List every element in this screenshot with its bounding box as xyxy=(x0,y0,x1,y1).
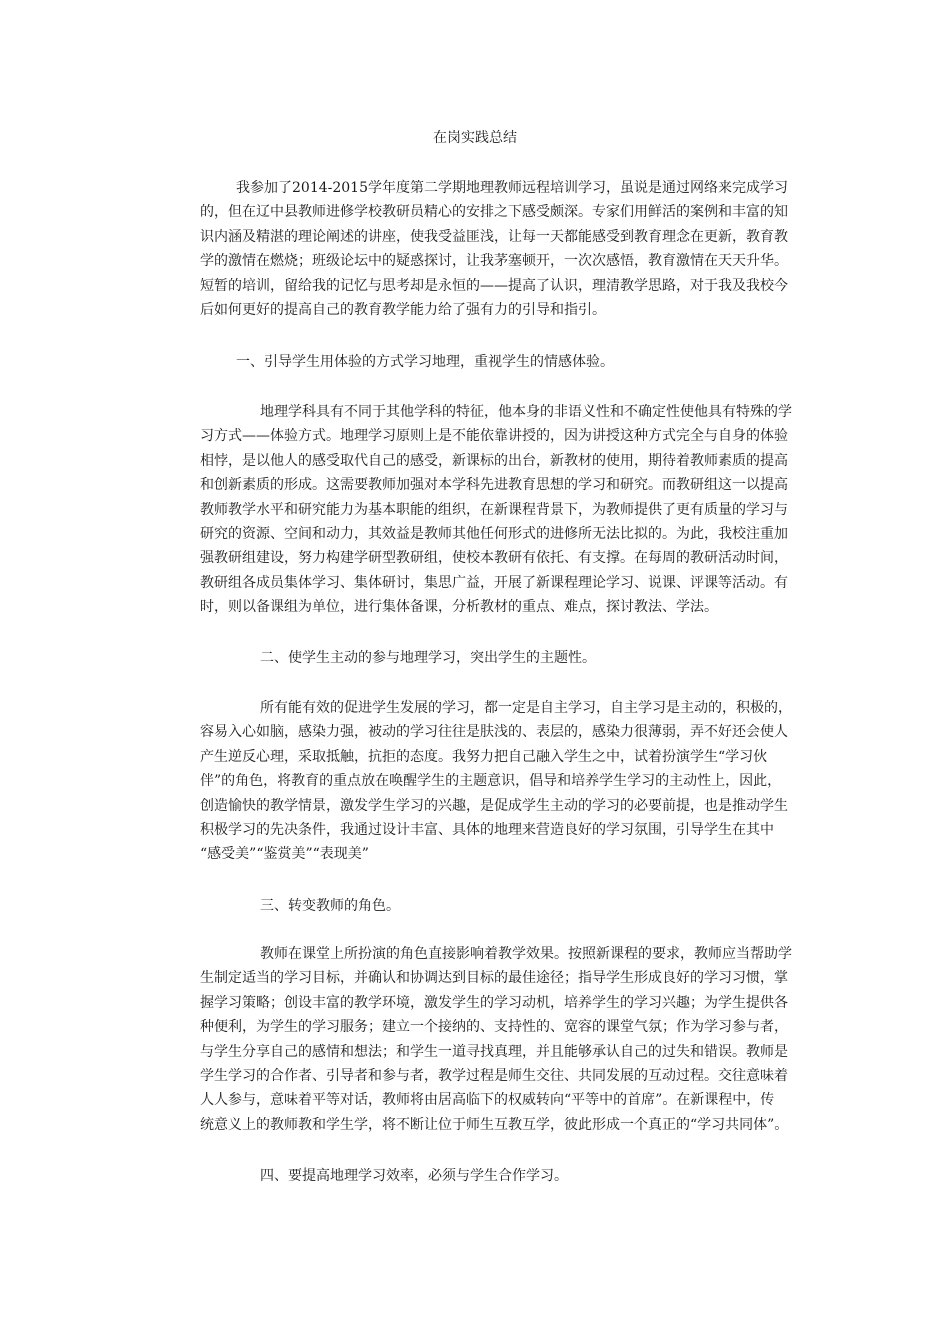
paragraph-line: 所有能有效的促进学生发展的学习，都一定是自主学习，自主学习是主动的，积极的， xyxy=(260,700,792,716)
section-1-heading: 一、引导学生用体验的方式学习地理，重视学生的情感体验。 xyxy=(236,354,614,370)
paragraph-line: 强教研组建设，努力构建学研型教研组，使校本教研有依托、有支撑。在每周的教研活动时间， xyxy=(200,550,788,567)
paragraph-line: 习方式——体验方式。地理学习原则上是不能依靠讲授的，因为讲授这种方式完全与自身的体验 xyxy=(200,428,788,445)
paragraph-line: 后如何更好的提高自己的教育教学能力给了强有力的引导和指引。 xyxy=(200,301,606,318)
paragraph-line: 握学习策略；创设丰富的教学环境，激发学生的学习动机，培养学生的学习兴趣；为学生提供各 xyxy=(200,994,788,1011)
paragraph-line: “感受美”“鉴赏美”“表现美” xyxy=(200,846,369,863)
paragraph-line: 的，但在辽中县教师进修学校教研员精心的安排之下感受颇深。专家们用鲜活的案例和丰富的知 xyxy=(200,204,788,221)
paragraph-line: 和创新素质的形成。这需要教师加强对本学科先进教育思想的学习和研究。而教研组这一以提高 xyxy=(200,477,788,494)
paragraph-line: 教师在课堂上所扮演的角色直接影响着教学效果。按照新课程的要求，教师应当帮助学 xyxy=(260,946,792,962)
intro-paragraph xyxy=(200,176,818,322)
section-4-heading: 四、要提高地理学习效率，必须与学生合作学习。 xyxy=(260,1168,568,1184)
paragraph-line: 人人参与，意味着平等对话，教师将由居高临下的权威转向“平等中的首席”。在新课程中，传 xyxy=(200,1092,775,1109)
section-1-paragraph xyxy=(200,400,818,620)
paragraph-line: 学生学习的合作者、引导者和参与者，教学过程是师生交往、共同发展的互动过程。交往意味着 xyxy=(200,1067,788,1084)
paragraph-line: 产生逆反心理，采取抵触，抗拒的态度。我努力把自己融入学生之中，试着扮演学生“学习伙 xyxy=(200,748,768,765)
section-3-heading: 三、转变教师的角色。 xyxy=(260,898,400,914)
section-2-paragraph xyxy=(200,696,818,867)
paragraph-line: 教研组各成员集体学习、集体研讨，集思广益，开展了新课程理论学习、说课、评课等活动。有 xyxy=(200,574,788,591)
document-title: 在岗实践总结 xyxy=(433,130,517,146)
paragraph-line: 研究的资源、空间和动力，其效益是教师其他任何形式的进修所无法比拟的。为此，我校注重加 xyxy=(200,525,788,542)
paragraph-line: 短暂的培训，留给我的记忆与思考却是永恒的——提高了认识，理清教学思路，对于我及我校今 xyxy=(200,277,788,294)
paragraph-line: 容易入心如脑，感染力强，被动的学习往往是肤浅的、表层的，感染力很薄弱，弄不好还会使人 xyxy=(200,724,788,741)
paragraph-line: 生制定适当的学习目标，并确认和协调达到目标的最佳途径；指导学生形成良好的学习习惯，掌 xyxy=(200,970,788,987)
paragraph-line: 统意义上的教师教和学生学，将不断让位于师生互教互学，彼此形成一个真正的“学习共同体”。 xyxy=(200,1116,789,1133)
paragraph-line: 积极学习的先决条件，我通过设计丰富、具体的地理来营造良好的学习氛围，引导学生在其中 xyxy=(200,821,774,838)
section-3-paragraph xyxy=(200,942,818,1137)
paragraph-line: 种便利，为学生的学习服务；建立一个接纳的、支持性的、宽容的课堂气氛；作为学习参与者， xyxy=(200,1019,788,1036)
paragraph-line: 我参加了2014-2015学年度第二学期地理教师远程培训学习，虽说是通过网络来完成学习 xyxy=(236,180,788,196)
paragraph-line: 学的激情在燃烧；班级论坛中的疑惑探讨，让我茅塞顿开，一次次感悟，教育激情在天天升华。 xyxy=(200,253,788,270)
paragraph-line: 时，则以备课组为单位，进行集体备课，分析教材的重点、难点，探讨教法、学法。 xyxy=(200,599,718,616)
section-2-heading: 二、使学生主动的参与地理学习，突出学生的主题性。 xyxy=(260,650,596,666)
paragraph-line: 教师教学水平和研究能力为基本职能的组织，在新课程背景下，为教师提供了更有质量的学习与 xyxy=(200,501,788,518)
paragraph-line: 地理学科具有不同于其他学科的特征，他本身的非语义性和不确定性使他具有特殊的学 xyxy=(260,404,792,420)
paragraph-line: 创造愉快的教学情景，激发学生学习的兴趣，是促成学生主动的学习的必要前提，也是推动学生 xyxy=(200,797,788,814)
paragraph-line: 与学生分享自己的感情和想法；和学生一道寻找真理，并且能够承认自己的过失和错误。教师是 xyxy=(200,1043,788,1060)
paragraph-line: 伴”的角色，将教育的重点放在唤醒学生的主题意识，倡导和培养学生学习的主动性上，因此， xyxy=(200,773,782,790)
paragraph-line: 识内涵及精湛的理论阐述的讲座，使我受益匪浅，让每一天都能感受到教育理念在更新，教育教 xyxy=(200,228,788,245)
paragraph-line: 相悖，是以他人的感受取代自己的感受，新课标的出台，新教材的使用，期待着教师素质的提高 xyxy=(200,452,788,469)
